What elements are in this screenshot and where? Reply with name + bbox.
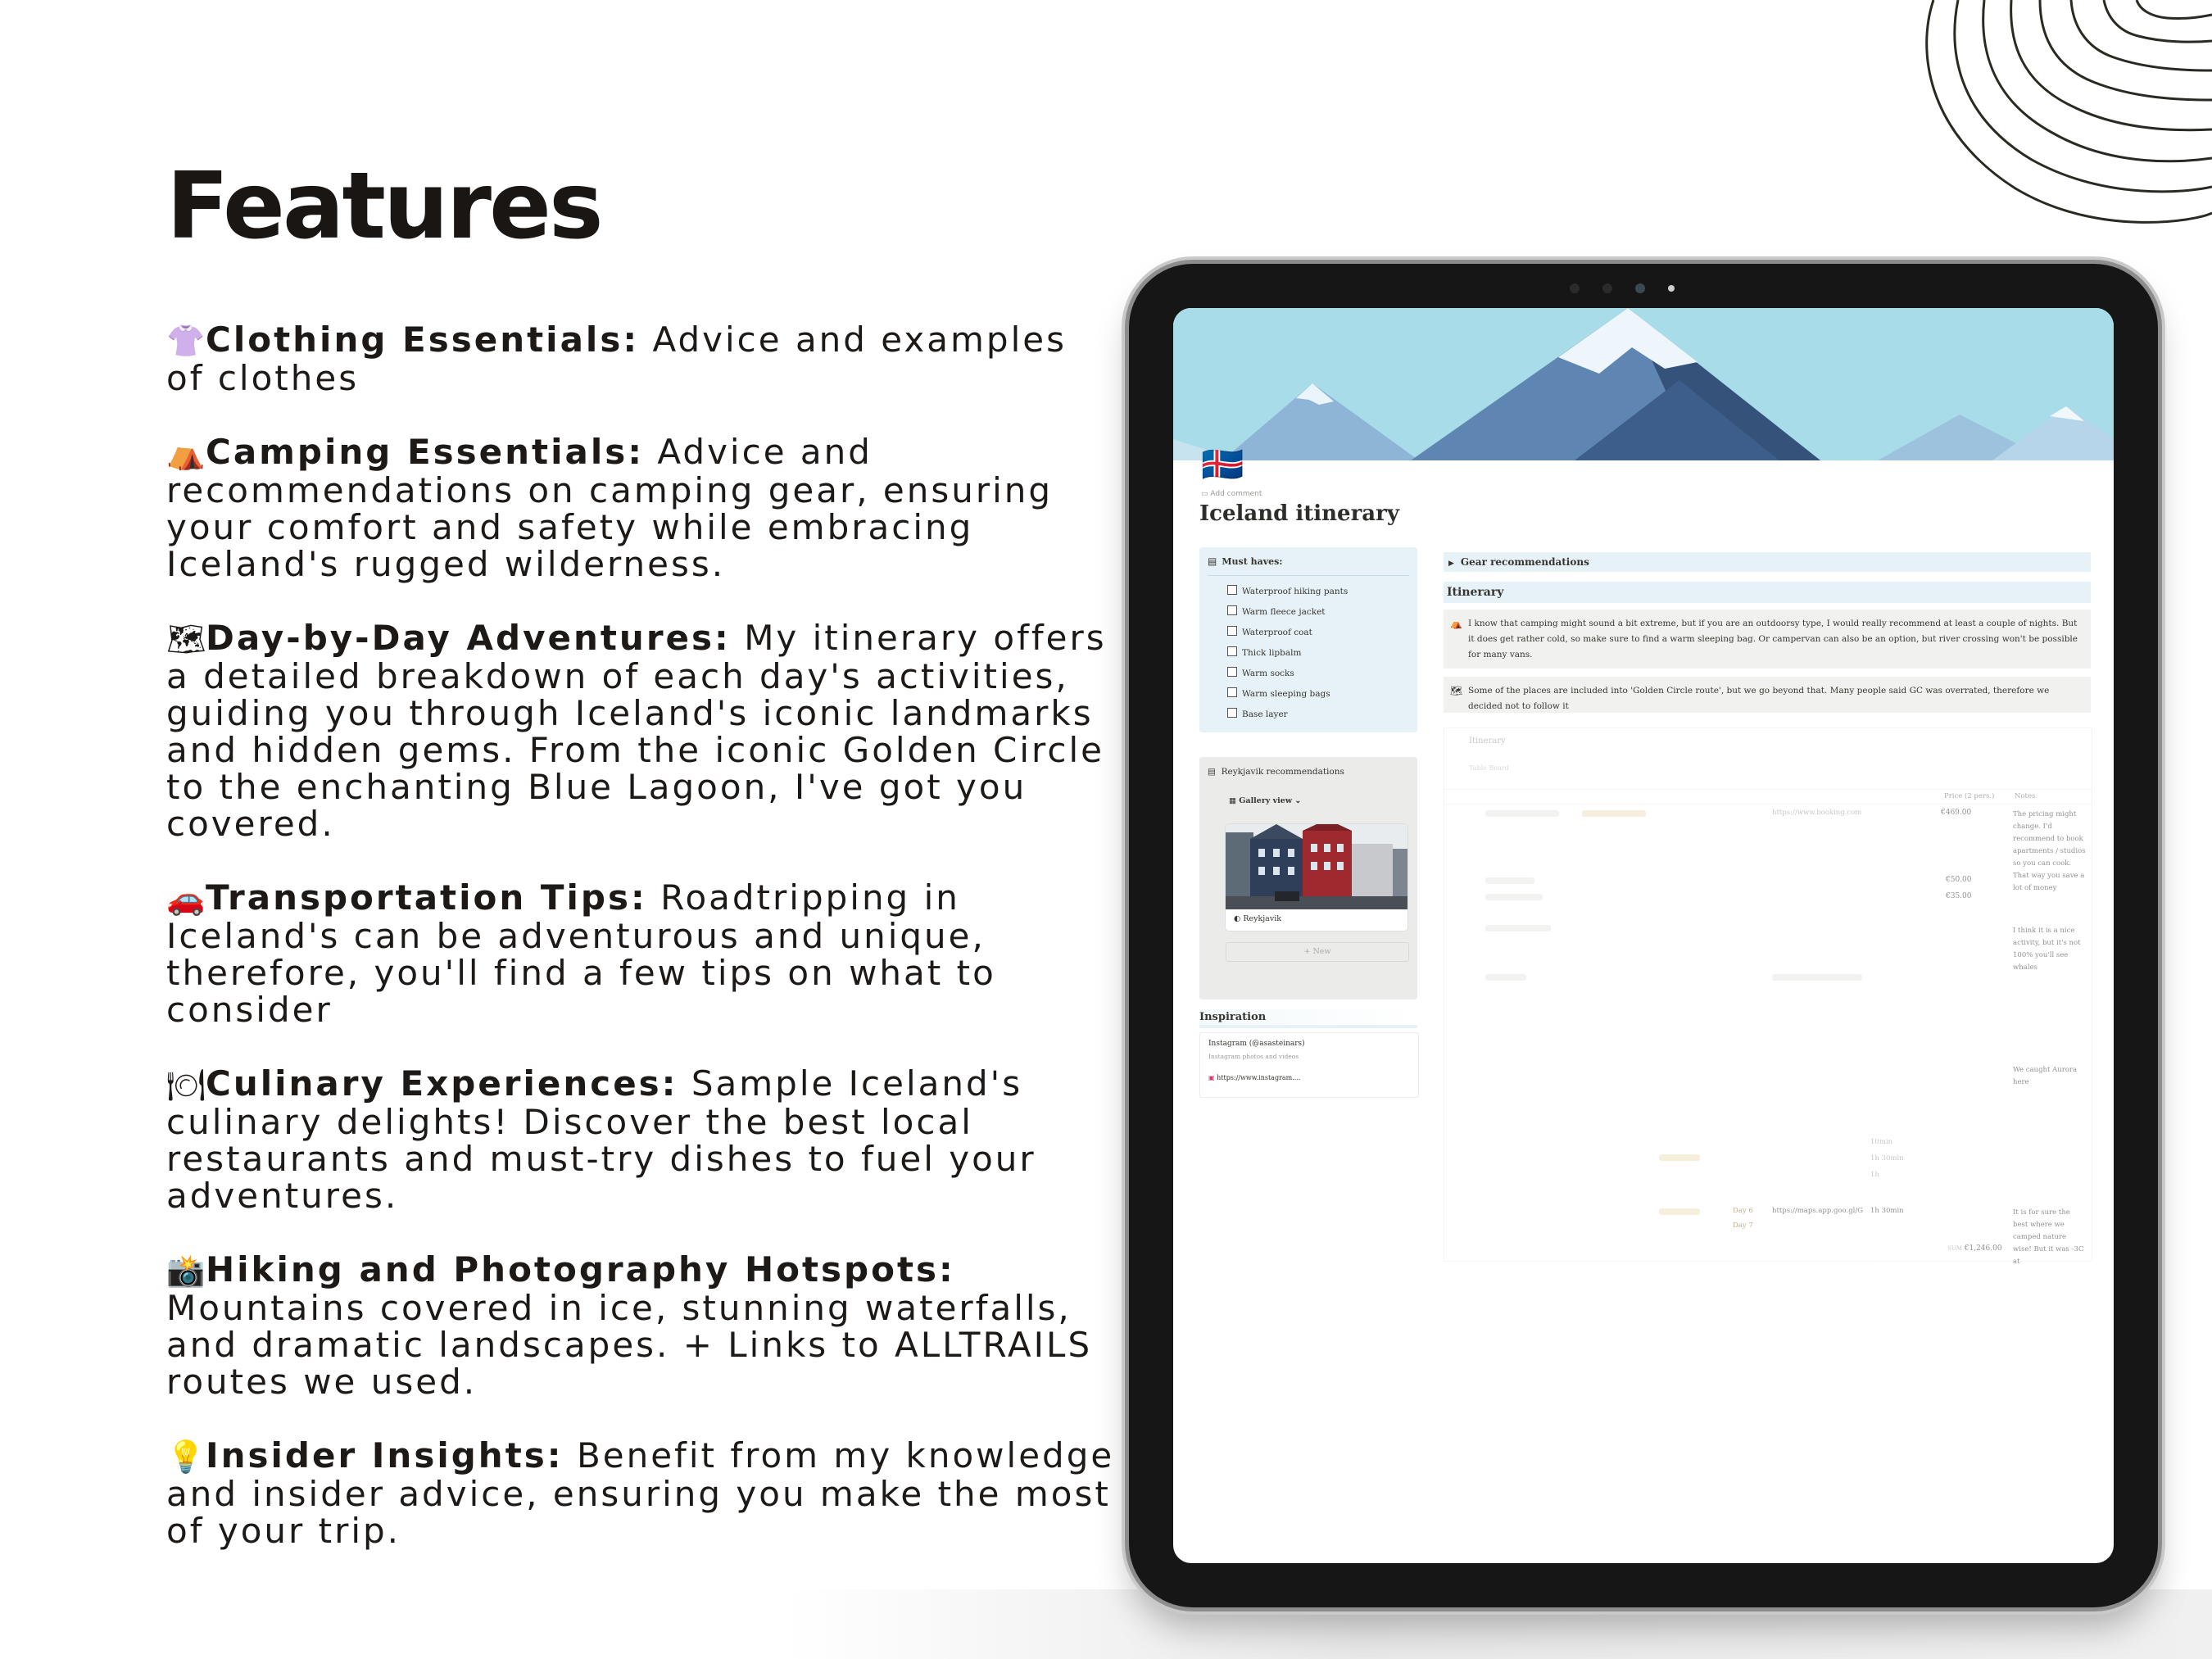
- must-haves-callout: [1199, 547, 1417, 732]
- mountain-cover-image: [1173, 308, 2114, 460]
- tent-icon: ⛺: [1450, 618, 1462, 629]
- checkbox[interactable]: [1227, 585, 1237, 595]
- cell-placeholder: [1485, 810, 1559, 817]
- table-header-border: [1444, 789, 2092, 790]
- checkbox[interactable]: [1227, 667, 1237, 677]
- feature-hiking: [166, 1251, 1117, 1400]
- map-icon: 🗺: [166, 621, 206, 657]
- tent-icon: ⛺: [166, 435, 206, 471]
- maps-link-cell[interactable]: https://maps.app.goo.gl/G: [1772, 1207, 1864, 1215]
- notes-cell: The pricing might change. I'd recommend to book apartments / studios so you can cook. That way you save a lot of money: [2013, 810, 2086, 892]
- table-row: [1444, 804, 2092, 805]
- feature-culinary: [166, 1065, 1117, 1214]
- checkbox[interactable]: [1227, 646, 1237, 656]
- gear-recommendations-toggle[interactable]: ▶ Gear recommendations: [1444, 552, 2091, 572]
- duration-cell: 10min: [1870, 1138, 1893, 1146]
- reykjavik-recommendations: [1199, 757, 1417, 999]
- add-comment-button[interactable]: ▭ Add comment: [1201, 490, 1262, 498]
- todo-item[interactable]: Waterproof hiking pants: [1227, 585, 1348, 596]
- todo-item[interactable]: Warm sleeping bags: [1227, 687, 1330, 699]
- add-comment-label: Add comment: [1210, 490, 1262, 498]
- database-title: Itinerary: [1469, 737, 1506, 746]
- divider: [1208, 575, 1409, 576]
- feature-clothing: [166, 321, 1117, 397]
- camera-lens-icon: [1635, 283, 1645, 293]
- globe-icon: ◐: [1234, 914, 1241, 923]
- view-tabs[interactable]: Table Board: [1469, 764, 1509, 772]
- booking-link-cell[interactable]: https://www.booking.com: [1772, 809, 1862, 817]
- sensor-dot: [1602, 283, 1612, 293]
- feature-name: Culinary Experiences:: [206, 1063, 678, 1104]
- bookmark-description: Instagram photos and videos: [1208, 1053, 1299, 1060]
- feature-name: Clothing Essentials:: [206, 320, 640, 360]
- shirt-icon: 👚: [166, 323, 206, 359]
- todo-item[interactable]: Waterproof coat: [1227, 626, 1312, 637]
- duration-cell: 1h: [1870, 1171, 1879, 1179]
- feature-name: Hiking and Photography Hotspots:: [206, 1249, 955, 1290]
- instagram-icon: ▣: [1208, 1074, 1215, 1081]
- column-header-notes[interactable]: Notes: [2015, 792, 2036, 800]
- checkbox[interactable]: [1227, 687, 1237, 697]
- lightbulb-icon: 💡: [166, 1439, 206, 1475]
- inspiration-heading: Inspiration: [1199, 1009, 1417, 1028]
- feature-desc: Sample Iceland's culinary delights! Discover the best local restaurants and must-try dishes to fuel your adventures.: [166, 1063, 1036, 1216]
- duration-cell: 1h 30min: [1870, 1154, 1904, 1163]
- day-tag: Day 7: [1733, 1222, 1753, 1230]
- todo-item[interactable]: Base layer: [1227, 708, 1288, 719]
- price-cell: €35.00: [1946, 892, 1972, 900]
- cell-placeholder: [1485, 925, 1551, 931]
- camera-strip: [1537, 279, 1750, 298]
- light-sensor-dot: [1668, 285, 1675, 292]
- feature-desc: My itinerary offers a detailed breakdown of each day's activities, guiding you through Iceland's iconic landmarks and hidden gems. From the iconic Golden Circle to the enchanting Blue Lagoon, I've got you covered.: [166, 618, 1107, 844]
- tablet-screen: [1173, 308, 2114, 1563]
- callout-text: I know that camping might sound a bit extreme, but if you are an outdoorsy type, I would really recommend at least a couple of nights. But it does get rather cold, so make sure to find a warm sleeping bag. Or campervan can also be an option, but river crossing won't be possible for many vans.: [1468, 619, 2078, 660]
- bookmark-title: Instagram (@asasteinars): [1208, 1040, 1305, 1048]
- callout-heading: ▤ Must haves:: [1208, 555, 1283, 567]
- day-tag: Day 6: [1733, 1207, 1753, 1215]
- feature-desc: Roadtripping in Iceland's can be adventurous and unique, therefore, you'll find a few tips on what to consider: [166, 877, 996, 1030]
- new-card-button[interactable]: + New: [1226, 942, 1409, 962]
- column-header-price[interactable]: Price (2 pers.): [1944, 792, 1995, 800]
- reykjavik-street-photo: [1226, 824, 1407, 909]
- feature-list: [166, 321, 1117, 1586]
- notes-cell: I think it is a nice activity, but it's not 100% you'll see whales: [2013, 927, 2081, 972]
- sensor-dot: [1570, 283, 1580, 293]
- camping-callout: [1444, 610, 2091, 669]
- tag-placeholder: [1582, 810, 1646, 817]
- camera-icon: 📸: [166, 1253, 206, 1289]
- checkbox[interactable]: [1227, 626, 1237, 636]
- itinerary-heading: Itinerary: [1444, 582, 2091, 603]
- page-title: Features: [166, 153, 601, 260]
- route-callout: [1444, 677, 2091, 713]
- cell-placeholder: [1485, 877, 1534, 884]
- notes-cell: It is for sure the best where we camped nature wise! But it was -3C at: [2013, 1208, 2084, 1266]
- feature-name: Camping Essentials:: [206, 432, 645, 472]
- checkbox[interactable]: [1227, 605, 1237, 615]
- callout-text: Some of the places are included into 'Golden Circle route', but we go beyond that. Many people said GC was overrated, therefore we decided not to follow it: [1468, 686, 2050, 711]
- todo-item[interactable]: Thick lipbalm: [1227, 646, 1301, 658]
- notion-page-title[interactable]: Iceland itinerary: [1199, 501, 1399, 526]
- feature-name: Transportation Tips:: [206, 877, 647, 918]
- todo-item[interactable]: Warm fleece jacket: [1227, 605, 1326, 617]
- checkbox[interactable]: [1227, 708, 1237, 718]
- feature-transportation: [166, 879, 1117, 1028]
- feature-camping: [166, 433, 1117, 582]
- grid-icon: ▦: [1229, 796, 1236, 805]
- map-icon: 🗺: [1450, 685, 1463, 696]
- iceland-flag-icon[interactable]: 🇮🇸: [1201, 444, 1244, 484]
- feature-desc: Advice and recommendations on camping gear, ensuring your comfort and safety while embracing Iceland's rugged wilderness.: [166, 432, 1054, 584]
- feature-name: Day-by-Day Adventures:: [206, 618, 731, 658]
- car-icon: 🚗: [166, 881, 206, 917]
- feature-desc: Advice and examples of clothes: [166, 320, 1067, 398]
- price-cell: €469.00: [1941, 809, 1972, 817]
- plate-icon: 🍽: [166, 1067, 206, 1103]
- price-cell: €50.00: [1946, 876, 1972, 884]
- chevron-down-icon: ⌄: [1294, 796, 1302, 805]
- instagram-bookmark[interactable]: [1199, 1032, 1419, 1098]
- linked-db-heading[interactable]: ▤ Reykjavik recommendations: [1208, 767, 1344, 777]
- cell-placeholder: [1485, 894, 1543, 900]
- tablet-device: [1129, 264, 2158, 1607]
- todo-item[interactable]: Warm socks: [1227, 667, 1294, 678]
- gallery-view-tab[interactable]: ▦ Gallery view ⌄: [1229, 796, 1302, 805]
- rating-placeholder: [1659, 1154, 1700, 1161]
- card-title: ◐ Reykjavik: [1234, 914, 1281, 923]
- feature-desc: Benefit from my knowledge and insider advice, ensuring you make the most of your trip.: [166, 1435, 1115, 1551]
- rating-placeholder: [1659, 1208, 1700, 1215]
- cell-placeholder: [1485, 974, 1526, 981]
- bookmark-link[interactable]: ▣ https://www.instagram....: [1208, 1074, 1301, 1081]
- toggle-triangle-icon: ▶: [1448, 560, 1454, 568]
- notes-cell: We caught Aurora here: [2013, 1066, 2078, 1086]
- itinerary-database[interactable]: [1444, 728, 2092, 1266]
- feature-day-by-day: [166, 619, 1117, 842]
- database-icon: ▤: [1208, 767, 1216, 777]
- feature-name: Insider Insights:: [206, 1435, 564, 1475]
- feature-desc: Mountains covered in ice, stunning waterfalls, and dramatic landscapes. + Links to ALLTRAILS routes we used.: [166, 1288, 1093, 1402]
- duration-cell: 1h 30min: [1870, 1207, 1904, 1215]
- cell-placeholder: [1772, 974, 1862, 981]
- sum-footer: SUM €1,246.00: [1947, 1244, 2002, 1253]
- gallery-card[interactable]: [1226, 824, 1407, 931]
- checklist-icon: ▤: [1208, 555, 1217, 567]
- feature-insider: [166, 1437, 1117, 1549]
- contour-rings-decoration: [1917, 0, 2212, 238]
